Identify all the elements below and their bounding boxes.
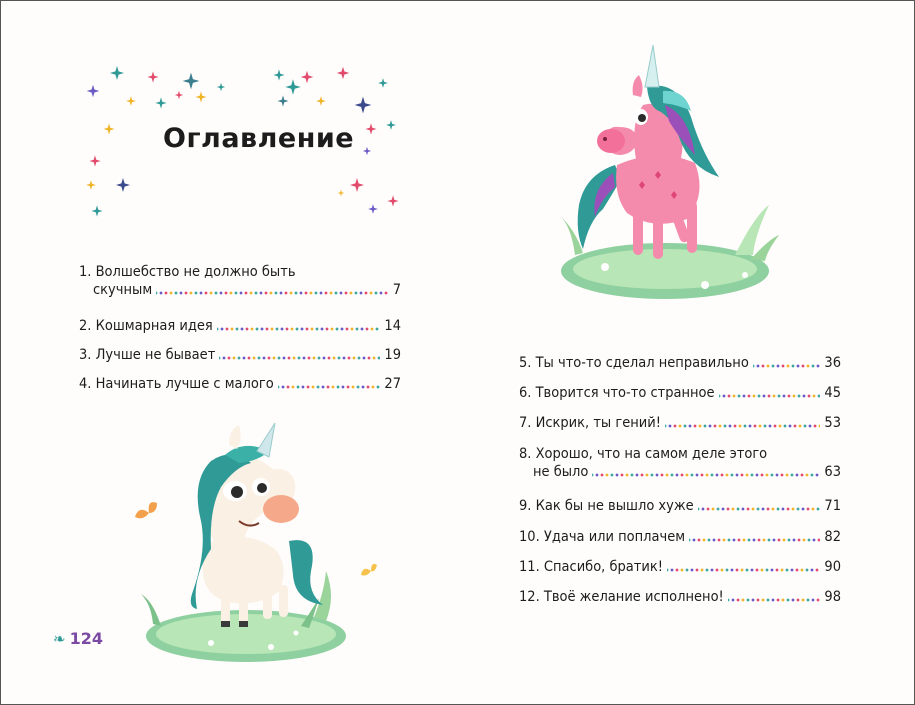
dotted-leader — [665, 424, 820, 428]
dotted-leader — [698, 507, 821, 511]
dotted-leader — [219, 356, 380, 360]
toc-entry-title: не было — [533, 464, 589, 480]
toc-entry-title: 12. Твоё желание исполнено! — [519, 589, 724, 605]
dotted-leader — [753, 364, 821, 368]
toc-entry-page: 27 — [384, 376, 401, 392]
pink-unicorn-illustration — [555, 45, 785, 305]
toc-entry[interactable] — [519, 384, 841, 402]
toc-entry-page: 71 — [824, 498, 841, 514]
toc-entry-page: 7 — [392, 282, 401, 298]
swirl-icon: ❧ — [53, 630, 66, 648]
toc-entry-page: 53 — [824, 415, 841, 431]
dotted-leader — [592, 473, 820, 477]
toc-entry[interactable] — [79, 375, 401, 393]
right-page — [457, 1, 914, 704]
white-unicorn-illustration — [121, 421, 391, 671]
dotted-leader — [719, 394, 821, 398]
toc-entry-title: 10. Удача или поплачем — [519, 529, 686, 545]
toc-entry-page: 82 — [824, 529, 841, 545]
toc-entry-page: 98 — [824, 589, 841, 605]
toc-entry[interactable] — [519, 497, 841, 515]
toc-entry-title: 4. Начинать лучше с малого — [79, 376, 274, 392]
toc-entry-title: 9. Как бы не вышло хуже — [519, 498, 694, 514]
toc-entry[interactable] — [79, 263, 401, 299]
dotted-leader — [728, 598, 821, 602]
toc-title: Оглавление — [163, 123, 355, 154]
toc-entry-page: 14 — [384, 318, 401, 334]
dotted-leader — [689, 538, 820, 542]
toc-entry[interactable] — [79, 346, 401, 364]
toc-entry[interactable] — [79, 317, 401, 335]
toc-entry-page: 19 — [384, 347, 401, 363]
toc-entry-page: 36 — [824, 355, 841, 371]
dotted-leader — [156, 291, 389, 295]
toc-entry-title: 11. Спасибо, братик! — [519, 559, 663, 575]
dotted-leader — [278, 385, 381, 389]
toc-entry[interactable] — [519, 445, 841, 481]
toc-entry-title: 6. Творится что-то странное — [519, 385, 715, 401]
toc-entry-title-line1: 1. Волшебство не должно быть — [79, 264, 296, 280]
toc-entry-title: 3. Лучше не бывает — [79, 347, 216, 363]
toc-entry[interactable] — [519, 528, 841, 546]
toc-entry-title: 7. Искрик, ты гений! — [519, 415, 661, 431]
toc-entry[interactable] — [519, 354, 841, 372]
dotted-leader — [667, 568, 820, 572]
dotted-leader — [217, 327, 381, 331]
toc-entry-page: 90 — [824, 559, 841, 575]
toc-entry-title: скучным — [93, 282, 153, 298]
toc-entry-title-line1: 8. Хорошо, что на самом деле этого — [519, 446, 768, 462]
toc-entry[interactable] — [519, 414, 841, 432]
toc-entry-page: 45 — [824, 385, 841, 401]
toc-entry-page: 63 — [824, 464, 841, 480]
toc-entry[interactable] — [519, 588, 841, 606]
toc-entry[interactable] — [519, 558, 841, 576]
page-number: ❧ 124 — [53, 629, 103, 648]
toc-entry-title: 5. Ты что-то сделал неправильно — [519, 355, 749, 371]
toc-entry-title: 2. Кошмарная идея — [79, 318, 213, 334]
left-page — [1, 1, 457, 704]
